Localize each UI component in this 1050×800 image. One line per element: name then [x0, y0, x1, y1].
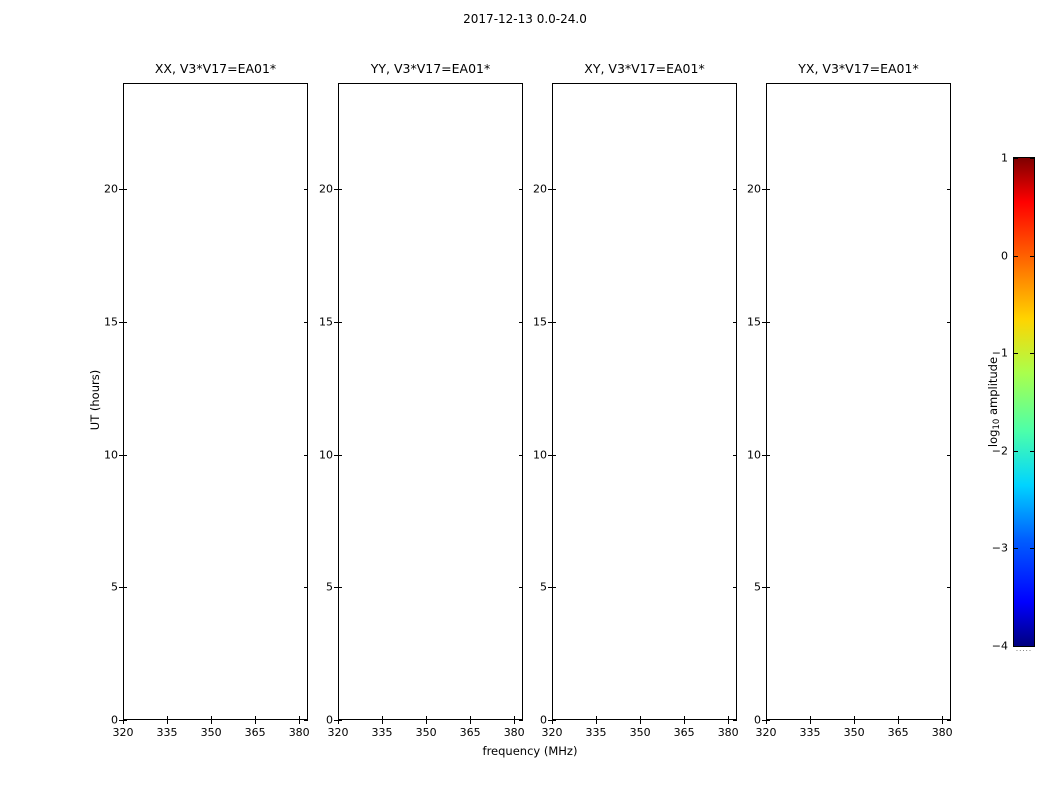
panel-title-xy: XY, V3*V17=EA01*	[584, 61, 705, 76]
xtick-label: 335	[799, 726, 821, 739]
xtick-label: 365	[459, 726, 481, 739]
ytick-label: 20	[319, 182, 333, 196]
ytick-label: 20	[104, 182, 118, 196]
xtick-label: 320	[541, 726, 563, 739]
colorbar-under-marker: ·····	[1015, 649, 1033, 654]
ytick-label: 0	[754, 713, 761, 727]
ytick-label: 0	[540, 713, 547, 727]
colorbar-gradient	[1014, 158, 1034, 646]
panel-xy	[533, 61, 739, 739]
ytick-label: 5	[111, 580, 118, 594]
panel-title-xx: XX, V3*V17=EA01*	[154, 61, 277, 76]
panel-yx	[747, 61, 953, 739]
xtick-label: 320	[112, 726, 134, 739]
ytick-label: 15	[319, 315, 333, 329]
axes-yx	[766, 83, 951, 720]
ytick-label: 20	[533, 182, 547, 196]
xtick-label: 380	[717, 726, 739, 739]
y-axis-label: UT (hours)	[88, 369, 102, 431]
figure-suptitle: 2017-12-13 0.0-24.0	[463, 12, 587, 26]
xtick-label: 380	[503, 726, 525, 739]
colorbar-label-main: amplitude	[986, 356, 1000, 416]
ytick-label: 10	[104, 448, 118, 462]
ytick-label: 15	[747, 315, 761, 329]
colorbar-label-prefix: log	[986, 429, 1000, 448]
xtick-label: 320	[327, 726, 349, 739]
xtick-label: 350	[200, 726, 222, 739]
xtick-label: 320	[755, 726, 777, 739]
ytick-label: 10	[747, 448, 761, 462]
ytick-label: 5	[326, 580, 333, 594]
colorbar-tick-label: −3	[991, 541, 1008, 555]
axes-xy	[552, 83, 737, 720]
ytick-label: 20	[747, 182, 761, 196]
ytick-label: 15	[104, 315, 118, 329]
xtick-label: 365	[673, 726, 695, 739]
panel-title-yy: YY, V3*V17=EA01*	[370, 61, 491, 76]
colorbar-tick-label: −4	[991, 639, 1008, 653]
ytick-label: 15	[533, 315, 547, 329]
colorbar-tick-label: −2	[991, 444, 1008, 458]
panel-yy	[319, 61, 525, 739]
axes-xx	[123, 83, 308, 720]
xtick-label: 350	[415, 726, 437, 739]
xtick-label: 335	[371, 726, 393, 739]
ytick-label: 10	[533, 448, 547, 462]
colorbar-tick-label: 0	[1001, 249, 1008, 263]
panel-xx	[104, 61, 310, 739]
xtick-label: 350	[843, 726, 865, 739]
xtick-label: 335	[156, 726, 178, 739]
xtick-label: 380	[931, 726, 953, 739]
colorbar-label-sub: 10	[992, 418, 1002, 430]
xtick-label: 365	[244, 726, 266, 739]
colorbar-tick-label: −1	[991, 346, 1008, 360]
ytick-label: 5	[754, 580, 761, 594]
ytick-label: 0	[111, 713, 118, 727]
colorbar-tick-label: 1	[1001, 151, 1008, 165]
xtick-label: 365	[887, 726, 909, 739]
x-axis-label: frequency (MHz)	[482, 744, 578, 758]
xtick-label: 335	[585, 726, 607, 739]
colorbar-label	[986, 357, 1000, 447]
panel-title-yx: YX, V3*V17=EA01*	[798, 61, 919, 76]
ytick-label: 10	[319, 448, 333, 462]
xtick-label: 350	[629, 726, 651, 739]
xtick-label: 380	[288, 726, 310, 739]
axes-yy	[338, 83, 523, 720]
ytick-label: 5	[540, 580, 547, 594]
ytick-label: 0	[326, 713, 333, 727]
